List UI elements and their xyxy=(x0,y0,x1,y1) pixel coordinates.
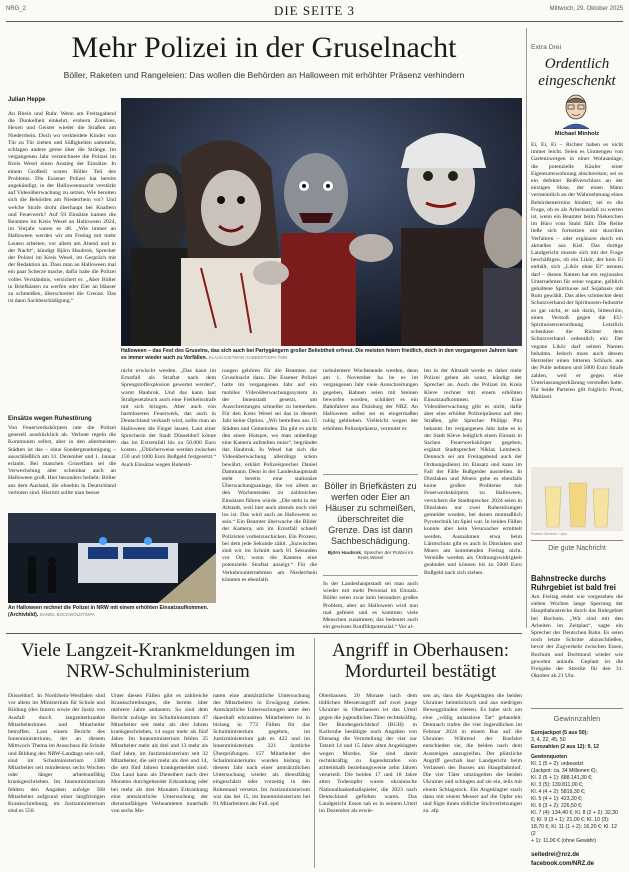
bottom-rule xyxy=(6,633,522,634)
sidebar-author: Michael Minholz xyxy=(554,131,600,137)
issue-date: Mittwoch, 29. Oktober 2025 xyxy=(549,6,623,12)
pull-quote-attribution xyxy=(323,551,418,561)
article-column-3: rungen gehören für die Beamten zur Gruselnacht dazu. Die Essener Polizei hatte im vergangenen Jahr auf ein mobiles Videoüberwachungssystem in der Innenstadt gesetzt, um Ausschreitungen schneller zu bemerken. Für den Kreis Wesel sei das in diesem Jahr keine Option. „Wir betreiben aus 15 Städten und Gemeinden. Da gibt es nicht den einen Hotspot, wo man unbedingt eine Kamera aufstellen muss“, begründet das Haubrok. In Wesel hat sich die Videoüberwachung allerdings schon bewährt, erklärt Polizeisprecher Daniel Dammann. Denn in der Landeshauptstadt steht bereits eine stationäre Überwachungsanlage, die vor allem an den Wochenenden zu zahlreichen Einsätzen führen würde. „Die steht in der Altstadt, weil hier auch abends noch viel los ist. Das wird auch an Halloween so sein.“ Ein Beamter überwache die Bilder der Kamera, um im Ernstfall schnell Polizisten vorbeizuschicken. Ein Prozess, bei dem jede Sekunde zählt. „Inzwischen sind wir im Schnitt nach 81 Sekunden vor Ort, wenn die Kamera eine potenzielle Straftat anzeigt.“ Für die Verkehrsunternehmen am Niederrhein könnten es ebenfalls xyxy=(222,368,317,583)
section-title: DIE SEITE 3 xyxy=(273,3,356,18)
good-news-label: Die gute Nachricht xyxy=(548,545,606,552)
quote-role: , Sprecher der Polizei im Kreis Wesel xyxy=(357,551,414,561)
pull-quote-text: Böller in Briefkästen zu werfen oder Eier an Häuser zu schmeißen, überschreitet die Grenze. Das ist dann Sachbeschädigung. xyxy=(324,481,417,546)
pull-quote xyxy=(323,474,418,576)
bottom-left-column-3: naten eine amtsärztliche Untersuchung des Mitarbeiters in Erwägung ziehen. Amtsärztliche Untersuchungen unter den dauerhaft erkrankten Mitarbeitern ist in bislang in 772 Fällen für das Schulministerium gegeben, im Justizministerium gab es 422 und im Innenministerium 221 ärztliche Überprüfungen. 157 Mitarbeiter des Schulministeriums wurden bislang in diesem Jahr nach einer amtsärztlichen Untersuchung wieder als dienstfähig eingeschätzt oder vorzeitig in den Ruhestand versetzt. Im Justizministerium war das bei 15, im Innenministerium bei 91 Mitarbeitern der Fall. epd xyxy=(213,693,310,808)
author-avatar xyxy=(560,93,592,129)
lotto-line: Kl. 3 (5): 139.811,00 €; xyxy=(531,782,584,788)
main-subheadline: Böller, Raketen und Rangeleien: Das wollen die Behörden an Halloween mit erhöhter Präsenz verhindern xyxy=(63,70,465,80)
lotto-line: Kl. 4 (4 + 2): 5819,30 €; xyxy=(531,789,586,795)
author-byline: Julian Heppe xyxy=(8,97,46,103)
lotto-line: 3, 4, 22, 45, 50 xyxy=(531,737,566,743)
bottom-right-column-1: Oberhausen. 20 Monate nach dem tödlichen Messerangriff auf zwei junge Ukrainer in Oberhausen ist das Urteil gegen die jugendlichen Täter rechtskräftig. Der Bundesgerichtshof (BGH) in Karlsruhe bestätigte nach Angaben von Dienstag die Verurteilung der vier zur Tatzeit 14 und 15 Jahre alten Angeklagten wegen Mordes. Sie sind damit rechtskräftig zu Jugendstrafen von achteinhalb beziehungsweise zehn Jahren verurteilt. Die beiden 17 und 18 Jahre alten Todesopfer waren ukrainische Nationalbasketballspieler, die 2023 nach Deutschland geflohen waren. Das Landgericht Essen sah es in seinem Urteil im Dezember als erwie- xyxy=(319,693,417,815)
contact-email[interactable]: seitedrei@nrz.de xyxy=(531,852,580,858)
contact-facebook[interactable]: facebook.com/NRZ.de xyxy=(531,861,595,867)
halloween-photo xyxy=(121,98,522,346)
lotto-line: Eurojackpot (5 aus 50): xyxy=(531,730,589,736)
good-news-body: Am Freitag endet wie vorgesehen die sieben Wochen lange Sperrung der Hauptbahnstrecke durch das Ruhrgebiet bei Bochum. „Wir sind mit den Arbeiten im Zeitplan“, sagte ein Sprecher der Deutschen Bahn. Es seien noch letzte Schritte abzuschließen, bevor der Zugverkehr zwischen Essen, Bochum und Dortmund wieder wie gewohnt anlaufe. Geplant ist die Freigabe der Strecke für den 31. Oktober ab 21 Uhr. xyxy=(531,594,623,680)
lotto-line: Kl. 2 (5 + 1): 688.141,30 €; xyxy=(531,775,593,781)
bottom-left-column-1: Düsseldorf. In Nordrhein-Westfalen sind vor allem im Ministerium für Schule und Bildung (des Innern sowie der Justiz von Ausfall durch langzeiterkrankte Mitarbeiterinnen und Mitarbeiter betroffen. Laut einem Bericht des Innenministeriums, der an diesem Mittwoch Thema im Ausschuss für Schule und Bildung des NRW-Landtags sein soll, sind im Schulministerium 1388 Mitarbeiter seit mindestens sechs Wochen oder länger arbeitsunfähig krankgeschrieben. Im Innenministerium fehlten den Angaben zufolge 568 Mitarbeiter aufgrund einer langfristigen Krankschreibung, im Justizministerium sind es 550. xyxy=(8,693,105,815)
lotto-results xyxy=(531,730,623,845)
lotto-title: Gewinnzahlen xyxy=(553,714,601,723)
lotto-line: Kl. 5 (4 + 1): 423,30 €; xyxy=(531,796,583,802)
police-photo-credit: DANIEL BOCKWOLDT/DPA xyxy=(39,611,95,617)
lotto-rule xyxy=(531,708,623,709)
sidebar-divider xyxy=(526,28,527,628)
police-caption-text: An Halloween rechnet die Polizei in NRW mit einem erhöhten Einsatzaufkommen. (Archivbild). xyxy=(8,605,209,618)
masthead-rule xyxy=(6,21,623,22)
article-column-4: turbulentere Wochenende werden, denn am 1. November ha be es im vergangenen Jahr viele Ausschreitungen gegeben, Bahnen seien mit Steinen beworfen worden, schildert es ein Bahnfahrer aus Duisburg der NRZ. An Halloween selbst sei es eingermaßen ruhig geblieben. Vielleicht wegen der erhöhten Polizeipräsenz, vermutet er. xyxy=(323,368,418,432)
lotto-line: Kl. 6 (3 + 2): 226,50 €; xyxy=(531,803,583,809)
article-column-5: len in der Altstadt werde es daher mehr Polizei geben als sonst, kündigt der Sprecher an. Auch die Polizei im Kreis Kleve rechnet mit einem erhöhten Einsatzaufkommen. Eine Videoüberwachung gibt es nicht, dafür aber eine erhöhte Polizeipräsenz auf den Straßen, gibt Sprecher Philipp Pitz bekannt. Im vergangenen Jahr habe es in der Stadt Kleve lediglich einen Einsatz in Sachen Feuerwerkskörper gegeben, ergänzt Stadtsprecher Niklas Lembeck. Dennoch sei am Freitagabend auch der Ordnungsdienst im Einsatz und kann im Fall der Fälle Bußgelder ausstellen. In Dinslaken und Moers gebe es ebenfalls keine großen Probleme mit Feuerwerkskörpern zu Halloween, versichern die Stadtsprecher. 2024 seien in Dinslaken nur zwei Ruhestörungen gemeldet worden, bei denen mutmaßlich Pyrotechnik im Spiel war. In beiden Fällen konnte aber kein Verursacher ermittelt werden. Ausnahmen etwa beim Lärmschutz gibt es auch in Dinslaken und Moers am kommenden Freitag nicht. Verstöße werden als Ordnungswidrigkeit geahndet und können bis zu 5000 Euro Bußgeld nach sich ziehen. xyxy=(424,368,522,576)
article-subhead: Einsätze wegen Ruhestörung xyxy=(8,416,92,422)
photo-credit: KLAUS-DIETMAR GABBERT/DPA-TMN xyxy=(208,354,288,360)
good-news-title: Bahnstrecke durchs Ruhrgebiet ist bald frei xyxy=(531,574,616,592)
bottom-left-column-2: Unter diesen Fällen gibt es zahlreiche Krankschreibungen, die bereits über mehrere Jahre andauern. So sind dem Bericht zufolge im Schulministerium 47 Mitarbeiter seit mehr als drei Jahren krankgeschrieben, 14 sogar mehr als fünf Jahre. Im Innenministerium fehlen 35 Mitarbeiter mehr als drei und 13 mehr als fünf Jahre, im Justizministerium seit 32 Mitarbeiter, die seit mehr als drei und 14, die seit fünf Jahren krankgemeldet sind. Das Land kann als Dienstherr nach drei Monaten durchgehender Erkrankung oder bei mehr als drei Monaten Erkrankung eine amtsärztliche Untersuchung der dienstunfähigen Verbeamteten innerhalb von sechs Mo- xyxy=(111,693,208,815)
photo-caption xyxy=(121,348,522,361)
bottom-right-headline: Angriff in Oberhausen: Mordurteil bestätigt xyxy=(332,640,509,682)
police-photo xyxy=(8,513,216,603)
photo-caption-text: Halloween – das Fest des Gruselns, das sich auch bei Partygängern großer Beliebtheit erfreut. Die meisten feiern friedlich, doch in den vergangenen Jahren kam es immer wieder auch zu Vorfällen. xyxy=(121,348,518,361)
quote-author: Björn Haubrok xyxy=(327,551,362,556)
bottom-divider xyxy=(314,638,315,868)
bottom-left-headline: Viele Langzeit-Krankmeldungen im NRW-Schulministerium xyxy=(20,640,296,682)
sidebar-label: Extra Drei xyxy=(531,44,562,51)
police-photo-caption xyxy=(8,605,216,618)
lotto-line: Kl. 1 (5 + 2): unbesetzt xyxy=(531,761,584,767)
main-headline: Mehr Polizei in der Gruselnacht xyxy=(71,31,457,64)
article-column-1: An Rhein und Ruhr. Wenn am Freitagabend die Dunkelheit einkehrt, erobern Zombies, Hexen und Geister wieder die Straßen am Niederrhein. Doch wo verkleidete Kinder von Tür zu Tür ziehen und Süßigkeiten sammeln, schlagen andere gerne über die Stränge. Im vergangenen Jahr verzeichnete die Polizei im Kreis Wesel einen Anstieg der Einsätze. In einem Großteil waren Böller Teil des Problems. Die Essener Polizei hat bereits angekündigt, in der Halloweennacht verstärkt auf Videoüberwachung zu setzen. Wie bereiten sich die Behörden am Niederrhein vor? Und welche Strafe droht überhaupt bei Knallern und Feuerwerk? Auf 59 Einsätze kamen die Beamten im Kreis Wesel an Halloween 2024, im Vorjahr waren es 48. „Wie immer an Halloween werden wir am Freitag mit mehr Leuten arbeiten, vor allem am Abend und in der Nacht“, kündigt Björn Haubrok, Sprecher der Polizei im Kreis Wesel, im Gespräch mit der Redaktion an. Dass man an Halloween mal ein paar Scherze mache, dafür habe die Polizei volles Verständnis, versichert er. „Aber Böller in Briefkästen zu werfen oder Eier an Häuser zu schmeißen, überschreitet die Grenze. Das ist dann Sachbeschädigung.“ xyxy=(8,111,116,305)
lotto-line: 18,70 €; Kl. 11 (1 + 2): 16,20 €; Kl. 12 (2 xyxy=(531,824,617,837)
bottom-right-column-2: sen an, dass die Angeklagten die beiden Ukrainer heimtückisch und aus niedrigen Beweggründen töteten. Es habe sich um eine „völlig anlasslose Tat“ gehandelt. Demnach trafen die vier Jugendlichen im Februar 2024 in einem Bus auf die Ukrainer. Während der Busfahrt entschieden sie, die beiden nach dem Aussteigen anzugreifen. Der plötzliche Angriff geschah laut Landgericht beim Verlassen des Busses am Hauptbahnhof. Die vier Täter umzingelten die beiden Ukrainer und schlugen auf sie ein, teils mit einem Schlagstock. Ein Angeklagter stach dann mit einem Messer auf die Opfer ein und fügte ihnen tödliche Stichverletzungen zu. afp xyxy=(423,693,522,815)
sidebar-title: Ordentlich eingeschenkt xyxy=(538,56,616,89)
lotto-line: Eurozahlen (2 aus 12): 9, 12 xyxy=(531,744,600,750)
liqueur-photo xyxy=(531,467,623,531)
lotto-line: + 1): 11,00 € (ohne Gewähr) xyxy=(531,838,596,844)
article-column-4b: In der Landeshauptstadt sei man auch wieder mit mehr Personal im Einsatz. Böller seien zwar kein besonders großes Problem, aber an Halloween wird nun mal gefeiert und es kommen viele Menschen zusammen, das bedeutet auch ein gewisses Konfliktpotenzial.“ Vor al- xyxy=(323,581,418,629)
liqueur-photo-credit: Robert Günther / dpa xyxy=(531,532,567,536)
page-code: NRG_2 xyxy=(6,6,27,12)
sidebar-body: Ei, Ei, Ei – Richter haben es nicht immer leicht. Seien es Unmengen von Gartenzwergen in einer Wohnanlage, die potenzielle Käufer einer Eigentumswohnung abschrecken; sei es ein defekter Reißverschluss an der einzigen Hose, der einen Mann vermeintlich an der Wahrnehmung eines Behördentermins hindert; sei es die Frage, ob es als Arbeitsunfall zu werten ist, wenn ein Beamter beim Niekerchen im Büro vom Stuhl fällt. Die Reihe ließe sich fortsetzen mit skurrilen Verfahren – oder ergänzen durch ein aktuelles aus Kiel. Das dortige Landgericht musste sich mit der Frage beschäftigen, ob ein Likör, der kein Ei enthält, sich „Likör ohne Ei“ nennen darf – diesen Namen hat ein regionales Unternehmen für seine vegane, gelblich gehaltene Spirituose auf Sojabasis mit Rum gewählt. Das alles schmeckte dem Schutzverband der Spirituosen-Industrie so gar nicht, er sah darin, bitteschön, einen Verstoß gegen die EU-Spirituosenverordnung. Letztlich schenkten die Richter dem Schutzverband ordentlich ein: Der vegane Likör darf seinen Namen behalten. Jedoch muss auch dessen Hersteller einen bitteren Schluck aus der Pulle nehmen und 5000 Euro Strafe zahlen, weil er gegen eine Unterlassungserklärung verstoßen hatte. Für beide Parteien gilt folglich: Prost, Mahlzeit. xyxy=(531,142,623,401)
good-news-rule xyxy=(531,540,623,541)
lotto-line: (Jackpot: ca. 34 Millionen €); xyxy=(531,768,598,774)
article-column-1b: Von Feuerwerkskörpern rate die Polizei generell ausdrücklich ab. Verbote regeln die Kommunen selbst, aber in den allermeisten Städten ist das – ohne Sondergenehmigung – ausschließlich am 31. Dezember und 1. Januar erlaubt. Bei manchen Gruselfans sei die Verwechslung aber scheinbar auch an Halloween groß. Hier besonders beliebt: Böller aus dem Ausland, die ohnehin in Deutschland verboten sind. Hiermit sollte man besser xyxy=(8,425,116,496)
article-column-2: nicht erwischt werden. „Das kann im Ernstfall als Straftat nach dem Sprengstoffexplosion gewertet werden“, warnt Haubrok. Und das kann laut Strafgesetzbuch auch eine Freiheitsstrafe mit sich bringen. Aber auch von harmloseren Feuerwerk, das auch in Deutschland verkauft wird, sollte man an Halloween die Finger lassen. Laut einer Sprecherin der Stadt Düsseldorf könne das im Extremfall bis zu 50.000 Euro kosten. „Üblicherweise werden zwischen 150 und 1000 Euro Bußgeld festgesetzt.“ Auch Einsätze wegen Ruhestö- xyxy=(121,368,216,468)
lotto-line: Gewinnquoten xyxy=(531,754,568,760)
lotto-line: Kl. 7 (4): 134,40 €; Kl. 8 (2 + 2): 32,30 €; Kl. 9 (3 + 1): 21,00 €; Kl. 10 (3): xyxy=(531,810,618,823)
